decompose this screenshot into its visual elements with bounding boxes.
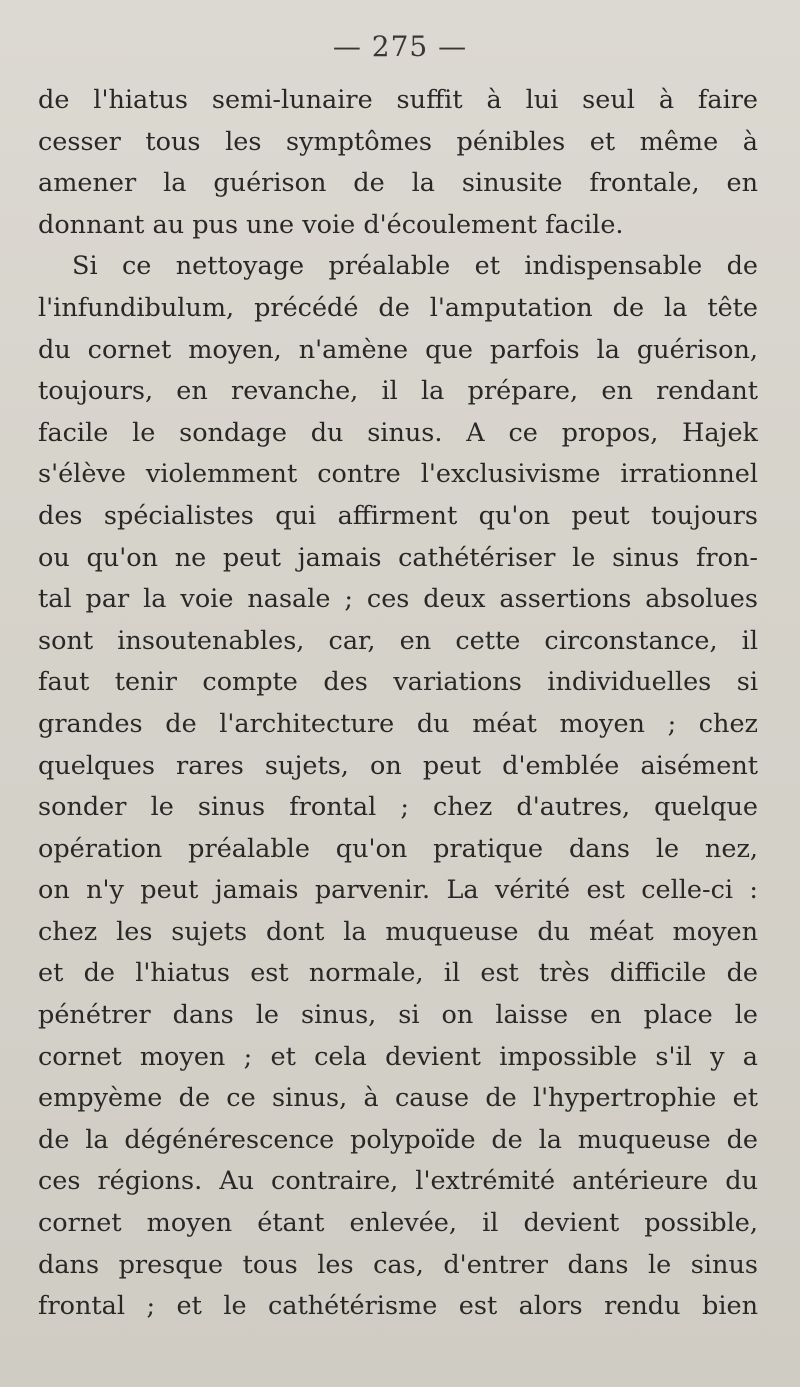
text-line: de la dégénérescence polypoïde de la muqueuse de bbox=[38, 1124, 758, 1155]
text-line: dans presque tous les cas, d'entrer dans le sinus bbox=[38, 1249, 758, 1280]
text-line: amener la guérison de la sinusite frontale, en bbox=[38, 168, 758, 199]
text-line: frontal ; et le cathétérisme est alors rendu bien bbox=[38, 1291, 758, 1322]
text-line: facile le sondage du sinus. A ce propos, Hajek bbox=[38, 417, 758, 448]
text-line: cornet moyen ; et cela devient impossible s'il y a bbox=[38, 1041, 758, 1072]
text-line: chez les sujets dont la muqueuse du méat moyen bbox=[38, 916, 758, 947]
paragraph-1 bbox=[38, 80, 758, 246]
text-line: quelques rares sujets, on peut d'emblée aisément bbox=[38, 750, 758, 781]
text-line: ces régions. Au contraire, l'extrémité antérieure du bbox=[38, 1166, 758, 1197]
text-line: cesser tous les symptômes pénibles et même à bbox=[38, 126, 758, 157]
text-line: tal par la voie nasale ; ces deux assertions absolues bbox=[38, 584, 758, 615]
text-line: du cornet moyen, n'amène que parfois la guérison, bbox=[38, 334, 758, 365]
text-line: s'élève violemment contre l'exclusivisme irrationnel bbox=[38, 459, 758, 490]
text-line: cornet moyen étant enlevée, il devient possible, bbox=[38, 1208, 758, 1239]
text-line: donnant au pus une voie d'écoulement facile. bbox=[38, 209, 624, 240]
text-line: pénétrer dans le sinus, si on laisse en place le bbox=[38, 1000, 758, 1031]
text-line: de l'hiatus semi-lunaire suffit à lui seul à faire bbox=[38, 85, 758, 115]
text-line: toujours, en revanche, il la prépare, en rendant bbox=[38, 376, 758, 407]
body-text bbox=[38, 80, 758, 1328]
text-line: et de l'hiatus est normale, il est très difficile de bbox=[38, 958, 758, 989]
page-number: — 275 — bbox=[332, 30, 468, 63]
text-line: faut tenir compte des variations individuelles si bbox=[38, 667, 758, 698]
text-line: des spécialistes qui affirment qu'on peut toujours bbox=[38, 500, 758, 531]
text-line: ou qu'on ne peut jamais cathétériser le sinus fron- bbox=[38, 542, 758, 573]
text-line: on n'y peut jamais parvenir. La vérité est celle-ci : bbox=[38, 875, 758, 906]
text-line: grandes de l'architecture du méat moyen ; chez bbox=[38, 708, 758, 739]
text-line: sonder le sinus frontal ; chez d'autres, quelque bbox=[38, 792, 758, 823]
text-line: opération préalable qu'on pratique dans le nez, bbox=[38, 833, 758, 864]
text-line: l'infundibulum, précédé de l'amputation de la tête bbox=[38, 292, 758, 323]
text-line: Si ce nettoyage préalable et indispensable de bbox=[72, 251, 758, 282]
text-line: sont insoutenables, car, en cette circonstance, il bbox=[38, 625, 758, 656]
paragraph-2 bbox=[38, 246, 758, 1327]
text-line: empyème de ce sinus, à cause de l'hypertrophie et bbox=[38, 1083, 758, 1114]
